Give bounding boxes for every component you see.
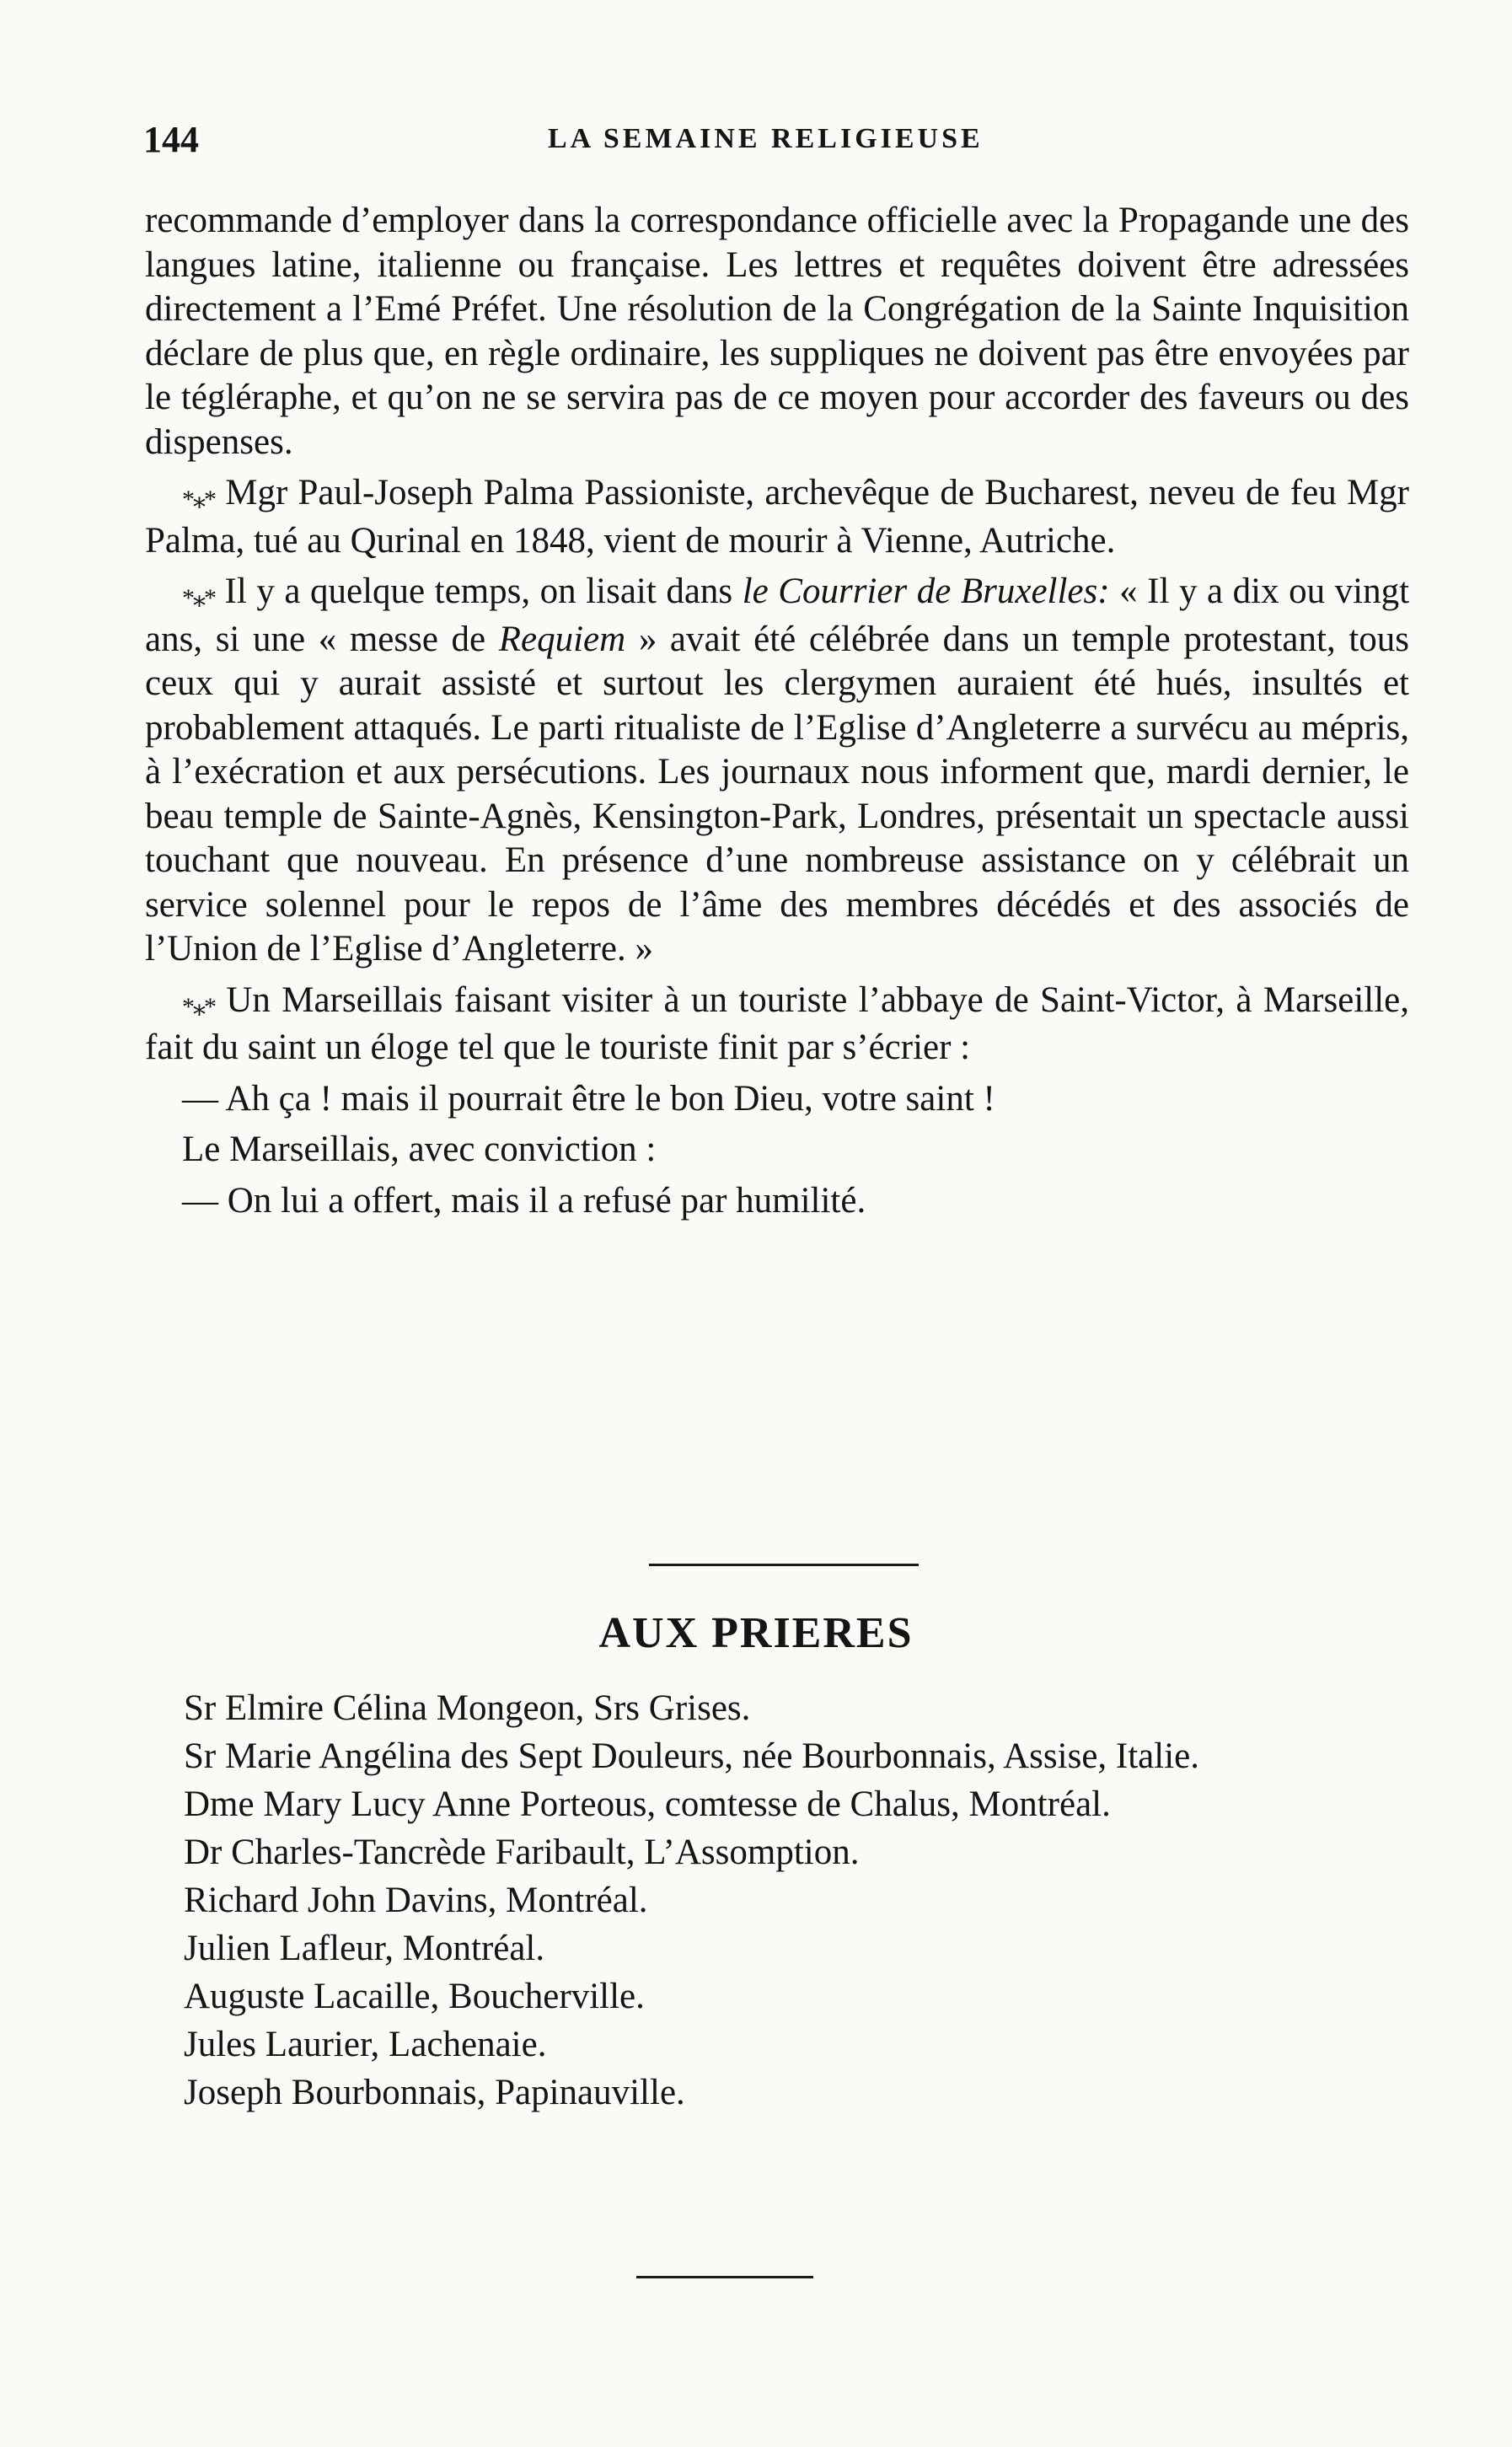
- prayer-item: Jules Laurier, Lachenaie.: [184, 2025, 547, 2064]
- prayer-item: Auguste Lacaille, Boucherville.: [184, 1977, 645, 2016]
- dialogue-line-1: — Ah ça ! mais il pourrait être le bon Dieu, votre saint !: [182, 1078, 995, 1119]
- prayer-item: Sr Elmire Célina Mongeon, Srs Grises.: [184, 1688, 751, 1728]
- article-body: [145, 199, 1409, 1230]
- prayer-item: Richard John Davins, Montréal.: [184, 1881, 648, 1920]
- prayer-list: [184, 1684, 1414, 2117]
- requiem-word: Requiem: [498, 619, 626, 659]
- prayer-item: Sr Marie Angélina des Sept Douleurs, née Bourbonnais, Assise, Italie.: [184, 1736, 1199, 1776]
- courrier-quote-a: « Il y a dix ou vingt ans, si une « messe de: [145, 572, 1410, 659]
- paragraph-marseillais-text: Un Marseillais faisant visiter à un touriste l’abbaye de Saint-Victor, à Marseille, fait du saint un éloge tel que le touriste finit par s’écrier :: [145, 979, 1410, 1067]
- paragraph-propaganda: recommande d’employer dans la correspondance officielle avec la Propagande une des langues latine, italienne ou française. Les lettres et requêtes doivent être adressées directement a l’Emé Préfet. Une résolution de la Congrégation de la Sainte Inquisition déclare de plus que, en règle ordinaire, les suppliques ne doivent pas être envoyées par le tégléraphe, et qu’on ne se servira pas de ce moyen pour accorder des faveurs ou des dispenses.: [145, 201, 1409, 462]
- page-header: [143, 118, 1382, 169]
- paragraph-palma-text: Mgr Paul-Joseph Palma Passioniste, archevêque de Bucharest, neveu de feu Mgr Palma, tué au Qurinal en 1848, vient de mourir à Vienne, Autriche.: [145, 473, 1409, 561]
- dialogue-line-2: Le Marseillais, avec conviction :: [182, 1130, 657, 1169]
- page-number: 144: [143, 119, 199, 160]
- section-title: AUX PRIERES: [598, 1609, 914, 1657]
- courrier-source: le Courrier de Bruxelles:: [742, 572, 1110, 611]
- paragraph-courrier: [145, 570, 1409, 972]
- courrier-intro: Il y a quelque temps, on lisait dans: [224, 572, 733, 611]
- asterism-mark: *⁎*: [182, 584, 215, 612]
- prayer-item: Julien Lafleur, Montréal.: [184, 1929, 545, 1968]
- end-divider: [636, 2276, 813, 2278]
- prayer-item: Dr Charles-Tancrède Faribault, L’Assomption.: [184, 1833, 860, 1872]
- asterism-mark: *⁎*: [182, 486, 215, 513]
- asterism-mark: *⁎*: [182, 992, 215, 1021]
- paragraph-marseillais: [145, 979, 1409, 1071]
- prayer-item: Dme Mary Lucy Anne Porteous, comtesse de Chalus, Montréal.: [184, 1784, 1111, 1824]
- paragraph-palma: [145, 471, 1409, 563]
- running-head: LA SEMAINE RELIGIEUSE: [548, 123, 984, 154]
- dialogue-line-3: — On lui a offert, mais il a refusé par humilité.: [182, 1180, 866, 1221]
- section-divider: [649, 1564, 919, 1566]
- prayer-item: Joseph Bourbonnais, Papinauville.: [184, 2073, 685, 2112]
- courrier-quote-b: » avait été célébrée dans un temple protestant, tous ceux qui y aurait assisté et surtout les clergymen auraient été hués, insultés et probablement attaqués. Le parti ritualiste de l’Eglise d’Angleterre a survécu au mépris, à l’exécration et aux persécutions. Les journaux nous informent que, mardi dernier, le beau temple de Sainte-Agnès, Kensington-Park, Londres, présentait un spectacle aussi touchant que nouveau. En présence d’une nombreuse assistance on y célébrait un service solennel pour le repos de l’âme des membres décédés et des associés de l’Union de l’Eglise d’Angleterre. »: [145, 619, 1409, 969]
